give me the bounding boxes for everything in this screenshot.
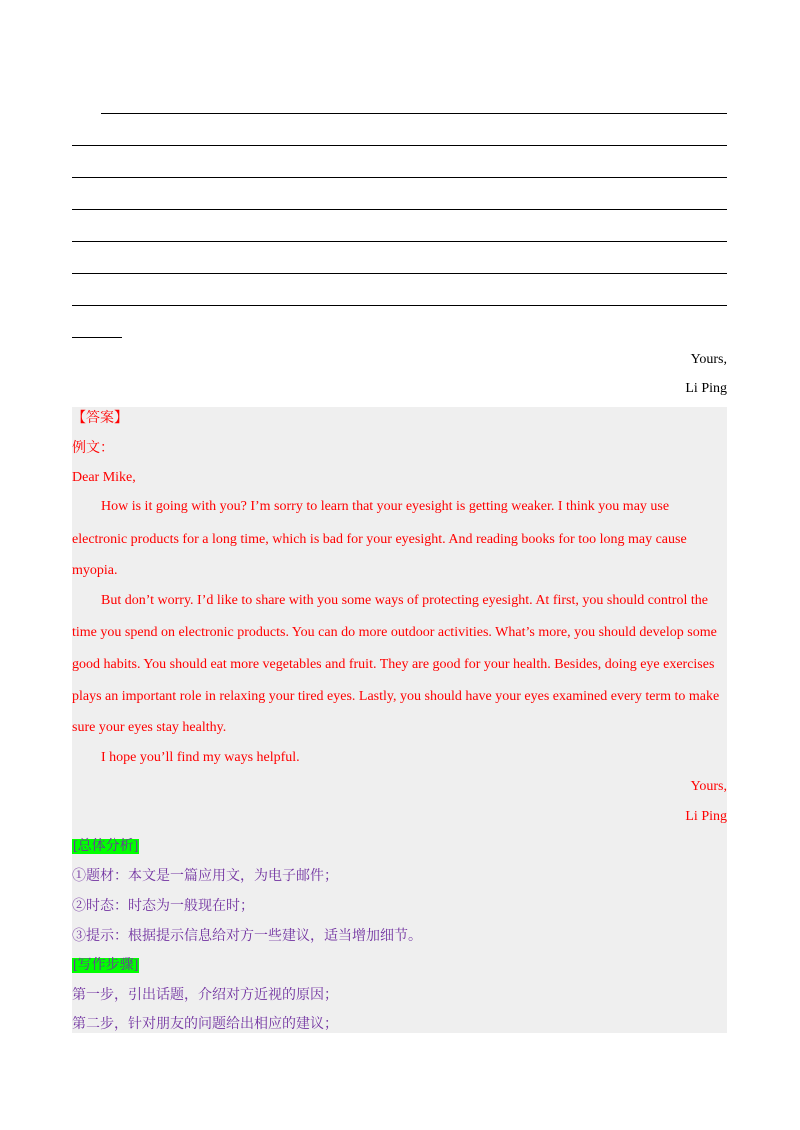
writing-line [72, 209, 727, 210]
paragraph-line: electronic products for a long time, which is bad for your eyesight. And reading books for too long may cause [72, 532, 687, 547]
writing-line [72, 241, 727, 242]
paragraph-line: sure your eyes stay healthy. [72, 720, 227, 735]
answer-label: 【答案】 [72, 411, 128, 426]
writing-line-short [72, 337, 122, 338]
paragraph-line: But don’t worry. I’d like to share with you some ways of protecting eyesight. At first, you should control the [101, 593, 708, 608]
writing-line [72, 273, 727, 274]
closing-yours: Yours, [690, 352, 727, 367]
paragraph-line: myopia. [72, 563, 118, 578]
paragraph-line: How is it going with you? I’m sorry to learn that your eyesight is getting weaker. I think you may use [101, 499, 670, 514]
writing-steps-tag: [写作步骤] [73, 958, 139, 973]
writing-step: 第一步，引出话题，介绍对方近视的原因； [72, 988, 338, 1003]
letter-paragraph-3: I hope you’ll find my ways helpful. [101, 750, 300, 765]
writing-line [72, 145, 727, 146]
paragraph-line: time you spend on electronic products. You can do more outdoor activities. What’s more, you should develop some [72, 625, 717, 640]
analysis-point: ③提示：根据提示信息给对方一些建议，适当增加细节。 [72, 929, 422, 944]
paragraph-line: plays an important role in relaxing your tired eyes. Lastly, you should have your eyes examined every term to make [72, 689, 720, 704]
analysis-point: ②时态：时态为一般现在时； [72, 899, 254, 914]
writing-line [101, 113, 727, 114]
writing-line [72, 177, 727, 178]
letter-sign-yours: Yours, [690, 779, 727, 794]
overall-analysis-tag: [总体分析] [73, 839, 139, 854]
letter-greeting: Dear Mike, [72, 470, 136, 485]
paragraph-line: good habits. You should eat more vegetables and fruit. They are good for your health. Besides, doing eye exercises [72, 657, 715, 672]
example-label: 例文： [72, 441, 114, 456]
writing-step: 第二步，针对朋友的问题给出相应的建议； [72, 1017, 338, 1032]
writing-steps-heading [72, 957, 139, 975]
overall-analysis-heading [72, 838, 139, 856]
letter-sign-name: Li Ping [685, 809, 727, 824]
analysis-point: ①题材：本文是一篇应用文，为电子邮件； [72, 869, 338, 884]
writing-line [72, 305, 727, 306]
closing-name: Li Ping [685, 381, 727, 396]
